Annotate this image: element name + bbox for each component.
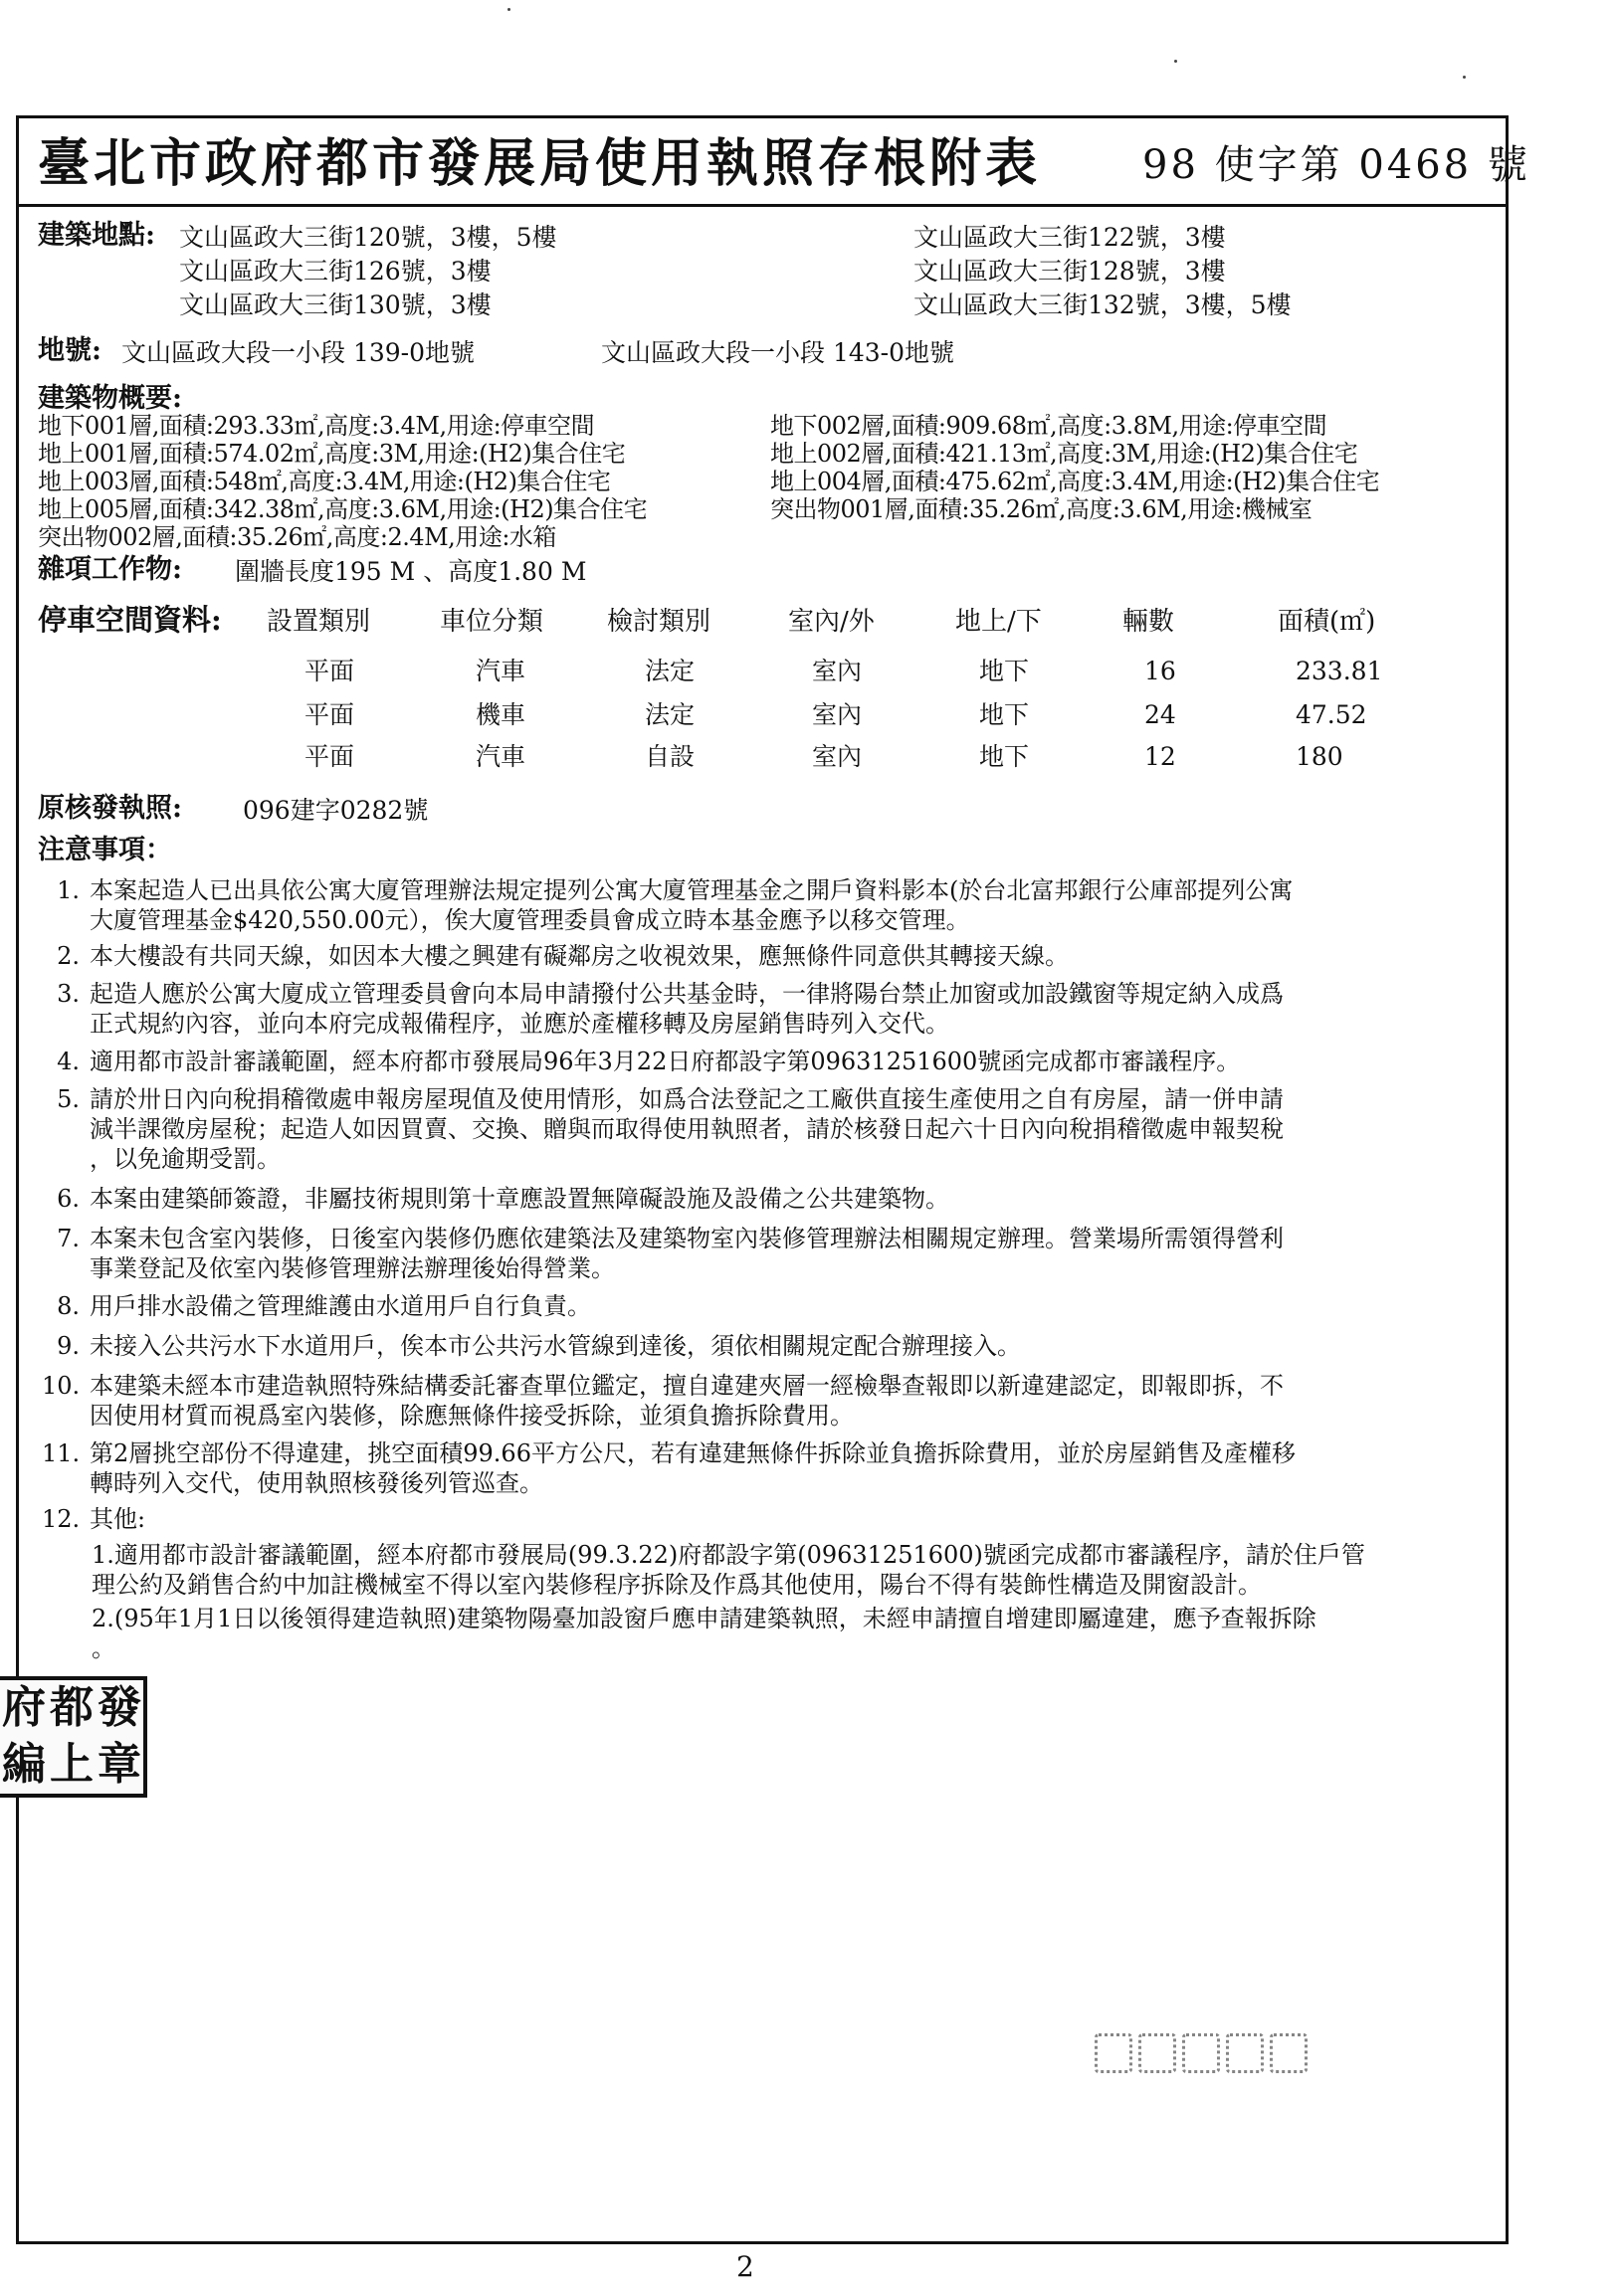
floor-info: 突出物002層,面積:35.26㎡,高度:2.4M,用途:水箱 [38,523,556,551]
stamp-mark [1138,2033,1176,2073]
note-item [42,1291,1485,1321]
floor-info: 地上001層,面積:574.02㎡,高度:3M,用途:(H2)集合住宅 [38,440,626,468]
note-item [42,941,1485,971]
seal-char: 上 [50,1739,94,1790]
table-cell: 汽車 [476,657,526,685]
note-line: 適用都市設計審議範圍，經本府都市發展局96年3月22日府都設字第09631251600號函完成都市審議程序。 [90,1048,1241,1075]
note-line: 第2層挑空部份不得違建，挑空面積99.66平方公尺，若有違建無條件拆除並負擔拆除費用，並於房屋銷售及產權移 [90,1439,1296,1467]
seal-char: 章 [98,1739,141,1790]
note-line: 其他: [90,1505,146,1533]
floor-info: 地上005層,面積:342.38㎡,高度:3.6M,用途:(H2)集合住宅 [38,495,648,523]
table-cell: 室內 [812,742,863,771]
stamp-mark [1226,2033,1264,2073]
overview-label: 建築物概要: [38,383,182,414]
table-header: 檢討類別 [607,607,711,637]
note-line: 減半課徵房屋稅；起造人如因買賣、交換、贈與而取得使用執照者，請於核發日起六十日內向稅捐稽徵處申報契稅 [90,1115,1284,1143]
stamp-mark [1270,2033,1308,2073]
note-item [42,1184,1485,1214]
stamp-mark [1095,2033,1132,2073]
table-cell: 180 [1296,742,1343,771]
table-cell: 機車 [476,700,526,729]
table-cell: 自設 [645,742,696,771]
table-cell: 汽車 [476,742,526,771]
note-line: 未接入公共污水下水道用戶，俟本市公共污水管線到達後，須依相關規定配合辦理接入。 [90,1332,1021,1360]
note-number: 6. [57,1185,80,1213]
faint-stamp [1095,2029,1318,2077]
site-label: 建築地點: [38,220,155,251]
scan-speck [1174,60,1177,63]
note-item [42,875,1485,935]
table-cell: 47.52 [1296,700,1367,729]
original-permit-label: 原核發執照: [38,793,182,824]
parking-label: 停車空間資料: [38,603,222,637]
note-line: 本建築未經本市建造執照特殊結構委託審查單位鑑定，擅自違建夾層一經檢舉查報即以新違建認定，即報即拆，不 [90,1372,1284,1400]
note-item [42,1331,1485,1361]
scan-speck [507,8,510,11]
note-line: 因使用材質而視爲室內裝修，除應無條件接受拆除，並須負擔拆除費用。 [90,1402,854,1430]
note-item [42,979,1485,1039]
lot-number: 文山區政大段一小段 139-0地號 [121,338,476,367]
note-number: 11. [42,1439,81,1467]
page-title: 臺北市政府都市發展局使用執照存根附表 [38,133,1042,194]
seal-char: 府 [2,1682,46,1733]
table-cell: 法定 [645,657,696,685]
floor-info: 地下001層,面積:293.33㎡,高度:3.4M,用途:停車空間 [38,412,595,440]
note-line: 請於卅日內向稅捐稽徵處申報房屋現值及使用情形，如爲合法登記之工廠供直接生產使用之自有房屋，請一併申請 [90,1085,1284,1113]
table-cell: 室內 [812,700,863,729]
permit-number: 98 使字第 0468 號 [1142,142,1530,188]
table-cell: 法定 [645,700,696,729]
table-cell: 平面 [304,700,355,729]
note-item [42,1438,1485,1498]
table-cell: 24 [1144,700,1176,729]
scan-speck [1463,76,1466,79]
floor-info: 地上003層,面積:548㎡,高度:3.4M,用途:(H2)集合住宅 [38,468,611,495]
note-line: 本大樓設有共同天線，如因本大樓之興建有礙鄰房之收視效果，應無條件同意供其轉接天線。 [90,942,1069,970]
seal-char: 編 [2,1739,46,1790]
notes-label: 注意事項： [38,835,172,865]
seal-char: 都 [50,1682,94,1733]
table-cell: 233.81 [1296,657,1383,685]
note-line: 事業登記及依室內裝修管理辦法辦理後始得營業。 [90,1254,615,1282]
floor-info: 地下002層,面積:909.68㎡,高度:3.8M,用途:停車空間 [770,412,1327,440]
table-cell: 平面 [304,657,355,685]
misc-value: 圍牆長度195 M 、高度1.80 M [235,557,587,586]
table-cell: 地下 [979,700,1030,729]
note-number: 10. [42,1372,81,1400]
note-number: 3. [57,980,80,1008]
official-seal [0,1676,147,1798]
floor-info: 地上002層,面積:421.13㎡,高度:3M,用途:(H2)集合住宅 [770,440,1358,468]
other-item-line: 1.適用都市設計審議範圍，經本府都市發展局(99.3.22)府都設字第(09631251600)號函完成都市審議程序，請於住戶管 [92,1541,1365,1569]
table-header: 室內/外 [788,607,875,637]
floor-info: 突出物001層,面積:35.26㎡,高度:3.6M,用途:機械室 [770,495,1313,523]
note-item [42,1504,1485,1534]
lot-number: 文山區政大段一小段 143-0地號 [601,338,955,367]
table-cell: 地下 [979,742,1030,771]
seal-char: 發 [98,1682,141,1733]
note-line: 本案由建築師簽證，非屬技術規則第十章應設置無障礙設施及設備之公共建築物。 [90,1185,949,1213]
site-address: 文山區政大三街122號，3樓 [913,223,1226,252]
note-line: 本案未包含室內裝修，日後室內裝修仍應依建築法及建築物室內裝修管理辦法相關規定辦理。營業場所需領得營利 [90,1225,1284,1252]
note-line: 用戶排水設備之管理維護由水道用戶自行負責。 [90,1292,591,1320]
other-item-line: 2.(95年1月1日以後領得建造執照)建築物陽臺加設窗戶應申請建築執照，未經申請擅自增建即屬違建，應予查報拆除 [92,1605,1316,1632]
note-number: 12. [42,1505,81,1533]
other-item-line: 理公約及銷售合約中加註機械室不得以室內裝修程序拆除及作爲其他使用，陽台不得有裝飾性構造及開窗設計。 [92,1571,1262,1599]
note-number: 7. [57,1225,80,1252]
note-item [42,1371,1485,1431]
note-number: 4. [57,1048,80,1075]
site-address: 文山區政大三街132號，3樓，5樓 [913,290,1292,319]
page-number: 2 [736,2250,754,2283]
table-header: 面積(㎡) [1278,607,1376,637]
table-cell: 地下 [979,657,1030,685]
note-number: 8. [57,1292,80,1320]
note-line: 本案起造人已出具依公寓大廈管理辦法規定提列公寓大廈管理基金之開戶資料影本(於台北富邦銀行公庫部提列公寓 [90,876,1294,904]
original-permit-value: 096建字0282號 [243,796,429,825]
other-item [92,1604,1485,1663]
other-item-line: 。 [92,1634,115,1662]
table-cell: 16 [1144,657,1176,685]
other-item [92,1540,1485,1600]
note-line: 轉時列入交代，使用執照核發後列管巡查。 [90,1469,543,1497]
note-line: 大廈管理基金$420,550.00元），俟大廈管理委員會成立時本基金應予以移交管理。 [90,906,970,934]
header-rule [16,204,1509,207]
note-item [42,1084,1485,1174]
note-line: 正式規約內容，並向本府完成報備程序，並應於產權移轉及房屋銷售時列入交代。 [90,1010,949,1038]
lot-label: 地號: [38,335,101,366]
note-number: 2. [57,942,80,970]
table-cell: 12 [1144,742,1176,771]
note-line: ，以免逾期受罰。 [90,1145,281,1173]
misc-label: 雜項工作物: [38,554,182,585]
table-cell: 室內 [812,657,863,685]
note-line: 起造人應於公寓大廈成立管理委員會向本局申請撥付公共基金時，一律將陽台禁止加窗或加設鐵窗等規定納入成爲 [90,980,1284,1008]
floor-info: 地上004層,面積:475.62㎡,高度:3.4M,用途:(H2)集合住宅 [770,468,1380,495]
site-address: 文山區政大三街120號，3樓，5樓 [179,223,557,252]
note-number: 1. [57,876,80,904]
stamp-mark [1182,2033,1220,2073]
note-number: 9. [57,1332,80,1360]
table-header: 地上/下 [955,607,1042,637]
note-number: 5. [57,1085,80,1113]
table-cell: 平面 [304,742,355,771]
site-address: 文山區政大三街130號，3樓 [179,290,492,319]
table-header: 輛數 [1122,607,1175,637]
note-item [42,1047,1485,1076]
site-address: 文山區政大三街126號，3樓 [179,257,492,286]
note-item [42,1224,1485,1283]
table-header: 車位分類 [440,607,544,637]
table-header: 設置類別 [267,607,371,637]
site-address: 文山區政大三街128號，3樓 [913,257,1226,286]
